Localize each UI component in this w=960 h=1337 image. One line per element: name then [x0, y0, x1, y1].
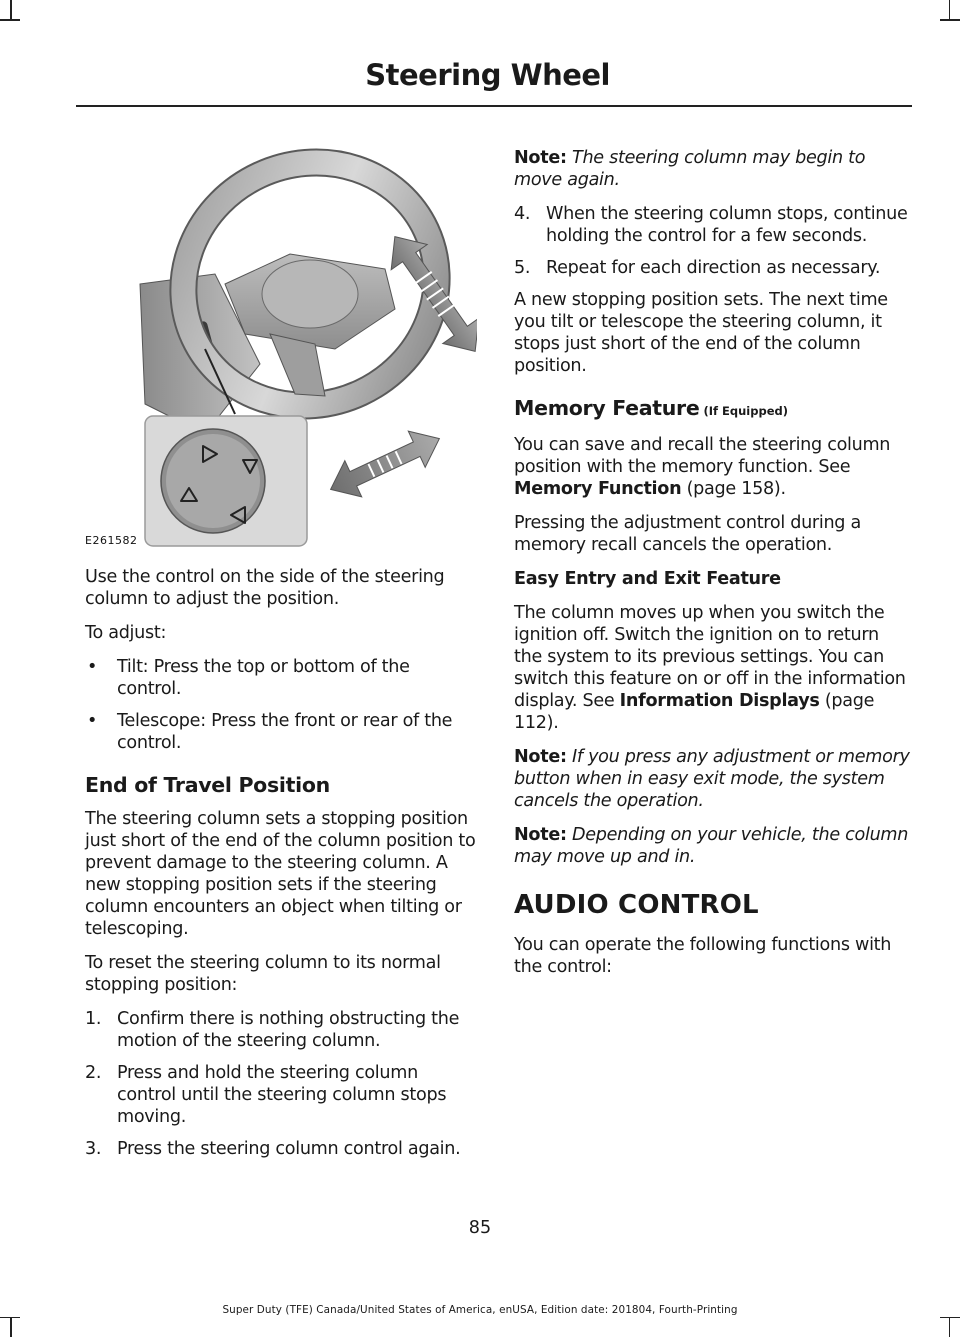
page-title: Steering Wheel: [365, 58, 610, 92]
list-item: 4. When the steering column stops, continue holding the control for a few seconds.: [514, 204, 908, 246]
paragraph: A new stopping position sets. The next time you tilt or telescope the steering column, it stops just short of the end of the column position.: [514, 290, 888, 376]
left-column: [85, 134, 477, 1170]
page-number: 85: [468, 1218, 492, 1238]
information-displays-link[interactable]: Information Displays: [619, 691, 820, 711]
right-column: [514, 147, 910, 990]
memory-function-link[interactable]: Memory Function: [514, 479, 682, 499]
steering-wheel-figure: [85, 134, 477, 552]
paragraph: Pressing the adjustment control during a memory recall cancels the operation.: [514, 513, 861, 555]
crop-mark: [940, 19, 960, 21]
list-item: • Tilt: Press the top or bottom of the control.: [87, 657, 410, 699]
crop-mark: [0, 1317, 20, 1319]
crop-mark: [0, 19, 20, 21]
note: Note: The steering column may begin to move again.: [514, 148, 866, 190]
figure-id: E261582: [85, 534, 138, 547]
crop-mark: [10, 1317, 12, 1337]
crop-mark: [10, 0, 12, 20]
paragraph: You can operate the following functions with the control:: [514, 935, 892, 977]
crop-mark: [949, 1317, 951, 1337]
list-item: 5. Repeat for each direction as necessary.: [514, 258, 881, 278]
section-heading-end-of-travel: End of Travel Position: [85, 773, 330, 797]
steering-wheel-illustration: [85, 134, 477, 552]
section-heading-audio-control: AUDIO CONTROL: [514, 890, 759, 920]
list-item: • Telescope: Press the front or rear of the control.: [87, 711, 453, 753]
to-adjust-label: To adjust:: [85, 623, 167, 643]
footer-text: Super Duty (TFE) Canada/United States of America, enUSA, Edition date: 201804, Fourth-Printing: [222, 1304, 738, 1316]
list-item: 2. Press and hold the steering column control until the steering column stops moving.: [85, 1063, 447, 1127]
intro-paragraph: Use the control on the side of the steering column to adjust the position.: [85, 567, 445, 609]
list-item: 3. Press the steering column control again.: [85, 1139, 461, 1159]
subheading-easy-entry-exit: Easy Entry and Exit Feature: [514, 569, 781, 589]
paragraph: The steering column sets a stopping position just short of the end of the column position to prevent damage to the steering column. A new stopping position sets if the steering column encounters an object when tilting or telescoping.: [85, 809, 476, 939]
section-heading-memory-feature: Memory Feature (If Equipped): [514, 396, 788, 420]
list-item: 1. Confirm there is nothing obstructing the motion of the steering column.: [85, 1009, 460, 1051]
paragraph: You can save and recall the steering column position with the memory function. See Memory Function (page 158).: [514, 435, 891, 499]
note: Note: If you press any adjustment or memory button when in easy exit mode, the system cancels the operation.: [514, 747, 910, 811]
note: Note: Depending on your vehicle, the column may move up and in.: [514, 825, 909, 867]
paragraph: To reset the steering column to its normal stopping position:: [85, 953, 441, 995]
header-rule: [76, 105, 912, 107]
crop-mark: [940, 1317, 960, 1319]
crop-mark: [949, 0, 951, 20]
paragraph: The column moves up when you switch the ignition off. Switch the ignition on to return the system to its previous settings. You can switch this feature on or off in the information display. See Information Displays (page 112).: [514, 603, 906, 733]
